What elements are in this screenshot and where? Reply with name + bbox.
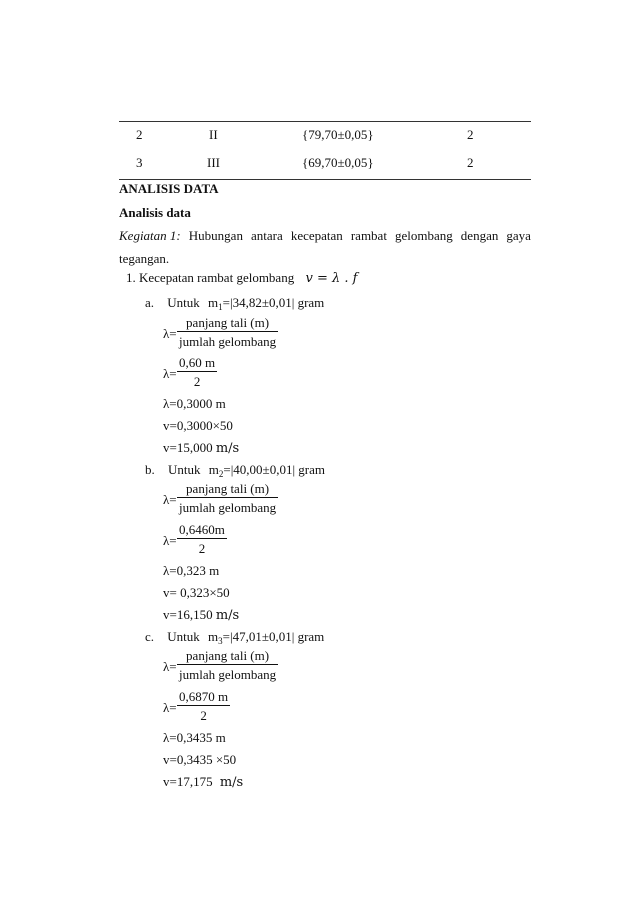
- fraction-numerator: 0,60 m: [179, 355, 216, 370]
- table-cell-count: 2: [467, 127, 474, 142]
- sub-a-header: [145, 295, 324, 311]
- table-cell-value: {79,70±0,05}: [302, 127, 374, 142]
- fraction-denominator: 2: [198, 541, 206, 556]
- item-1-label: 1. Kecepatan rambat gelombang: [126, 270, 295, 285]
- sub-c-untuk: Untuk: [167, 629, 200, 644]
- kegiatan-word: Hubungan: [188, 228, 243, 243]
- lambda-fraction: [177, 688, 230, 725]
- lambda-fraction: [177, 480, 278, 517]
- kegiatan-word: kecepatan: [290, 228, 343, 243]
- velocity-unit: m/s: [215, 441, 240, 456]
- table-top-rule: [119, 121, 531, 122]
- sub-b-mass: $m_2=|40,00\pm 0,01|$ gram: [208, 462, 326, 479]
- velocity-result: v=17,175 m/s: [163, 774, 244, 790]
- section-title: ANALISIS DATA: [119, 181, 219, 196]
- lambda-eq: λ=: [163, 326, 177, 341]
- sub-a-untuk: Untuk: [167, 295, 200, 310]
- sub-b-label: b.: [145, 462, 155, 477]
- sub-c-header: [145, 629, 324, 645]
- item-1: [126, 270, 357, 286]
- fraction-numerator: 0,6870 m: [179, 689, 229, 704]
- fraction-numerator: panjang tali (m): [177, 314, 278, 332]
- sub-b-untuk: Untuk: [168, 462, 201, 477]
- sub-c-label: c.: [145, 629, 155, 644]
- fraction-denominator: 2: [200, 708, 207, 723]
- lambda-eq: λ=: [163, 492, 177, 507]
- velocity-calc: v=0,3435 ×50: [163, 752, 237, 767]
- table-cell-no: 2: [136, 127, 143, 142]
- lambda-fraction: [177, 647, 278, 684]
- table-cell-value: {69,70±0,05}: [302, 155, 374, 170]
- lambda-fraction: [177, 521, 227, 558]
- kegiatan-continuation: tegangan.: [119, 251, 170, 266]
- table-bottom-rule: [119, 179, 531, 180]
- velocity-calc: v=0,3000×50: [163, 418, 233, 433]
- sub-c-mass: $m_3=|47,01\pm 0,01|$ gram: [208, 629, 325, 646]
- lambda-fraction: [177, 354, 217, 391]
- velocity-unit: m/s: [215, 608, 240, 623]
- kegiatan-word: gaya: [506, 228, 531, 243]
- lambda-eq: λ=: [163, 366, 177, 381]
- fraction-numerator: panjang tali (m): [177, 480, 278, 498]
- lambda-eq: λ=: [163, 533, 177, 548]
- lambda-eq: λ=: [163, 700, 177, 715]
- velocity-calc: v= 0,323×50: [163, 585, 230, 600]
- table-cell-roman: II: [209, 127, 218, 142]
- sub-a-mass: $m_1=|34,82\pm 0,01|$ gram: [208, 295, 325, 312]
- lambda-fraction: [177, 314, 278, 351]
- fraction-denominator: 2: [193, 374, 201, 389]
- velocity-unit: m/s: [219, 775, 244, 790]
- wave-speed-formula: v = λ . f: [305, 271, 358, 286]
- kegiatan-word: antara: [251, 228, 283, 243]
- lambda-result: λ=0,3435 m: [163, 730, 226, 745]
- kegiatan-line: [119, 228, 531, 244]
- lambda-result: λ=0,323 m: [163, 563, 220, 578]
- velocity-result: v=15,000 m/s: [163, 440, 240, 456]
- fraction-numerator: 0,6460m: [179, 522, 225, 537]
- sub-a-label: a.: [145, 295, 155, 310]
- fraction-denominator: jumlah gelombang: [179, 667, 277, 682]
- section-subtitle: Analisis data: [119, 205, 191, 220]
- sub-b-header: [145, 462, 325, 478]
- table-cell-roman: III: [207, 155, 220, 170]
- velocity-result: v=16,150 m/s: [163, 607, 240, 623]
- kegiatan-label: Kegiatan 1:: [119, 228, 181, 243]
- lambda-eq: λ=: [163, 659, 177, 674]
- lambda-result: λ=0,3000 m: [163, 396, 226, 411]
- table-cell-count: 2: [467, 155, 474, 170]
- fraction-numerator: panjang tali (m): [177, 647, 278, 665]
- fraction-denominator: jumlah gelombang: [179, 500, 277, 515]
- kegiatan-word: dengan: [460, 228, 499, 243]
- table-cell-no: 3: [136, 155, 143, 170]
- kegiatan-word: gelombang: [394, 228, 453, 243]
- kegiatan-word: rambat: [350, 228, 387, 243]
- fraction-denominator: jumlah gelombang: [179, 334, 277, 349]
